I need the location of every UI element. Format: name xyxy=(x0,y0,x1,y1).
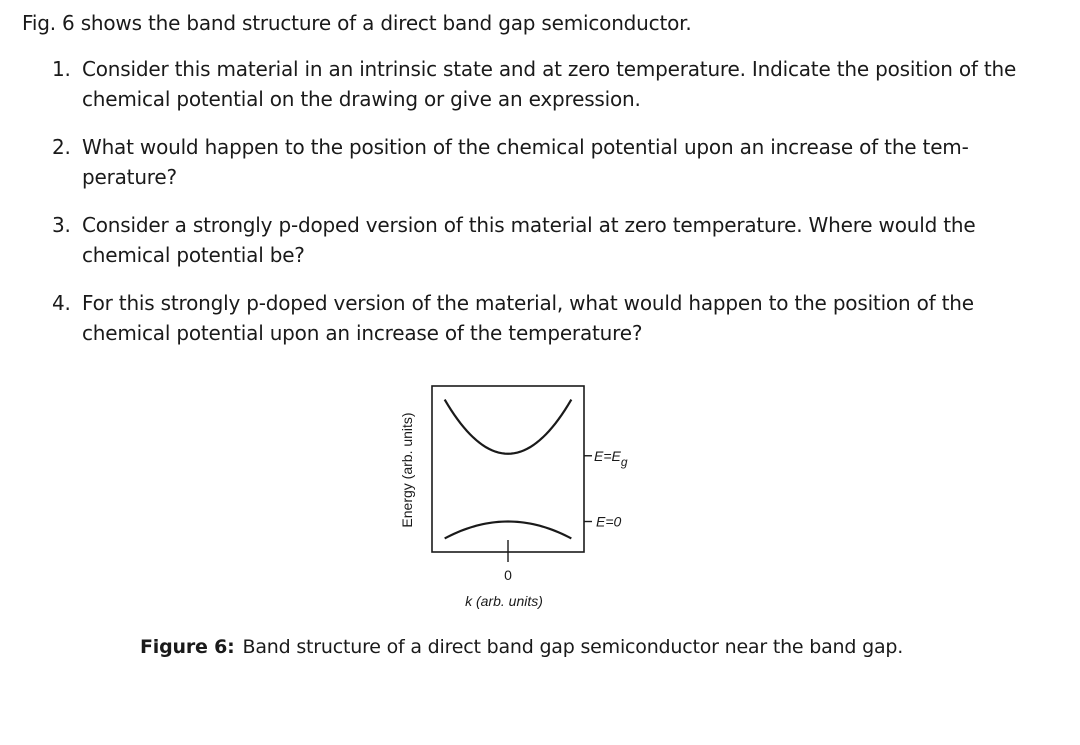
plot-frame xyxy=(432,386,584,552)
question-text: Consider this material in an intrinsic state and at zero temperature. Indicate the position of the chemical potential on the drawing or give an expression. xyxy=(82,57,1017,111)
question-number: 2. xyxy=(52,135,71,159)
y-axis-label: Energy (arb. units) xyxy=(399,412,415,528)
question-text: Consider a strongly p-doped version of this material at zero temperature. Where would the chemical potential be? xyxy=(82,213,976,267)
question-list xyxy=(52,54,1042,366)
question-item xyxy=(52,210,1042,270)
x-axis-label: k (arb. units) xyxy=(465,593,543,609)
intro-text: Fig. 6 shows the band structure of a direct band gap semiconductor. xyxy=(22,11,692,35)
eg-tick-label xyxy=(594,448,628,469)
question-item xyxy=(52,132,1042,192)
question-number: 4. xyxy=(52,291,71,315)
question-text: For this strongly p-doped version of the material, what would happen to the position of the chemical potential upon an increase of the temperature? xyxy=(82,291,974,345)
zero-tick-label: E=0 xyxy=(596,513,622,530)
band-structure-plot xyxy=(390,380,690,620)
band-structure-figure xyxy=(390,380,690,620)
question-text: What would happen to the position of the chemical potential upon an increase of the tem- perature? xyxy=(82,135,969,189)
eg-tick-prefix: E=E xyxy=(594,447,621,464)
figure-caption xyxy=(140,632,903,662)
question-number: 3. xyxy=(52,213,71,237)
question-number: 1. xyxy=(52,57,71,81)
caption-text: Band structure of a direct band gap semiconductor near the band gap. xyxy=(242,636,904,658)
question-item xyxy=(52,288,1042,348)
valence-band-curve xyxy=(445,522,572,539)
eg-tick-subscript: g xyxy=(620,454,628,469)
question-item xyxy=(52,54,1042,114)
caption-label: Figure 6: xyxy=(140,636,235,658)
conduction-band-curve xyxy=(445,400,572,454)
x-tick-label: 0 xyxy=(504,567,512,583)
